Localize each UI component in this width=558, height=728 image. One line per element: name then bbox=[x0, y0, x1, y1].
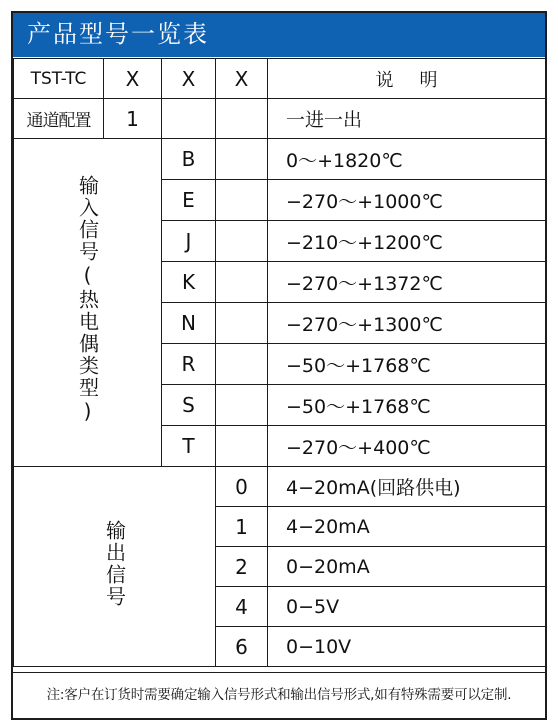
input-empty bbox=[216, 221, 268, 262]
output-range: 0−20mA bbox=[268, 547, 546, 587]
input-range: −50～+1768℃ bbox=[268, 385, 546, 426]
output-code: 0 bbox=[216, 467, 268, 507]
input-range: −270～+400℃ bbox=[268, 426, 546, 467]
output-row bbox=[14, 467, 546, 507]
header-desc: 说明 bbox=[268, 59, 546, 99]
input-range: −210～+1200℃ bbox=[268, 221, 546, 262]
input-range: −270～+1300℃ bbox=[268, 303, 546, 344]
output-code: 6 bbox=[216, 627, 268, 667]
input-code: S bbox=[162, 385, 216, 426]
input-code: B bbox=[162, 139, 216, 180]
channel-desc: 一进一出 bbox=[268, 99, 546, 139]
input-range: −50～+1768℃ bbox=[268, 344, 546, 385]
channel-code: 1 bbox=[104, 99, 162, 139]
footnote: 注:客户在订货时需要确定输入信号形式和输出信号形式,如有特殊需要可以定制. bbox=[13, 672, 545, 718]
input-code: K bbox=[162, 262, 216, 303]
header-row bbox=[14, 59, 546, 99]
channel-empty-2 bbox=[216, 99, 268, 139]
input-empty bbox=[216, 180, 268, 221]
input-code: E bbox=[162, 180, 216, 221]
input-code: R bbox=[162, 344, 216, 385]
output-range: 0−5V bbox=[268, 587, 546, 627]
output-range: 4−20mA bbox=[268, 507, 546, 547]
channel-label: 通道配置 bbox=[14, 99, 104, 139]
input-range: −270～+1372℃ bbox=[268, 262, 546, 303]
output-code: 1 bbox=[216, 507, 268, 547]
input-signal-label-cell bbox=[14, 139, 162, 467]
output-range: 4−20mA(回路供电) bbox=[268, 467, 546, 507]
input-empty bbox=[216, 262, 268, 303]
input-empty bbox=[216, 139, 268, 180]
output-code: 2 bbox=[216, 547, 268, 587]
page-title: 产品型号一览表 bbox=[27, 20, 209, 48]
input-range: 0～+1820℃ bbox=[268, 139, 546, 180]
input-range: −270～+1000℃ bbox=[268, 180, 546, 221]
input-empty bbox=[216, 344, 268, 385]
input-code: J bbox=[162, 221, 216, 262]
input-empty bbox=[216, 385, 268, 426]
input-empty bbox=[216, 426, 268, 467]
title-bar bbox=[13, 13, 545, 57]
output-range: 0−10V bbox=[268, 627, 546, 667]
header-x1: X bbox=[104, 59, 162, 99]
header-x2: X bbox=[162, 59, 216, 99]
input-signal-label: 输入信号(热电偶类型) bbox=[75, 175, 100, 425]
output-code: 4 bbox=[216, 587, 268, 627]
input-code: T bbox=[162, 426, 216, 467]
channel-empty-1 bbox=[162, 99, 216, 139]
output-signal-label: 输出信号 bbox=[102, 520, 127, 608]
output-signal-label-cell bbox=[14, 467, 216, 667]
model-table bbox=[13, 58, 546, 667]
channel-row bbox=[14, 99, 546, 139]
input-empty bbox=[216, 303, 268, 344]
input-code: N bbox=[162, 303, 216, 344]
header-x3: X bbox=[216, 59, 268, 99]
header-model: TST-TC bbox=[14, 59, 104, 99]
input-row bbox=[14, 139, 546, 180]
